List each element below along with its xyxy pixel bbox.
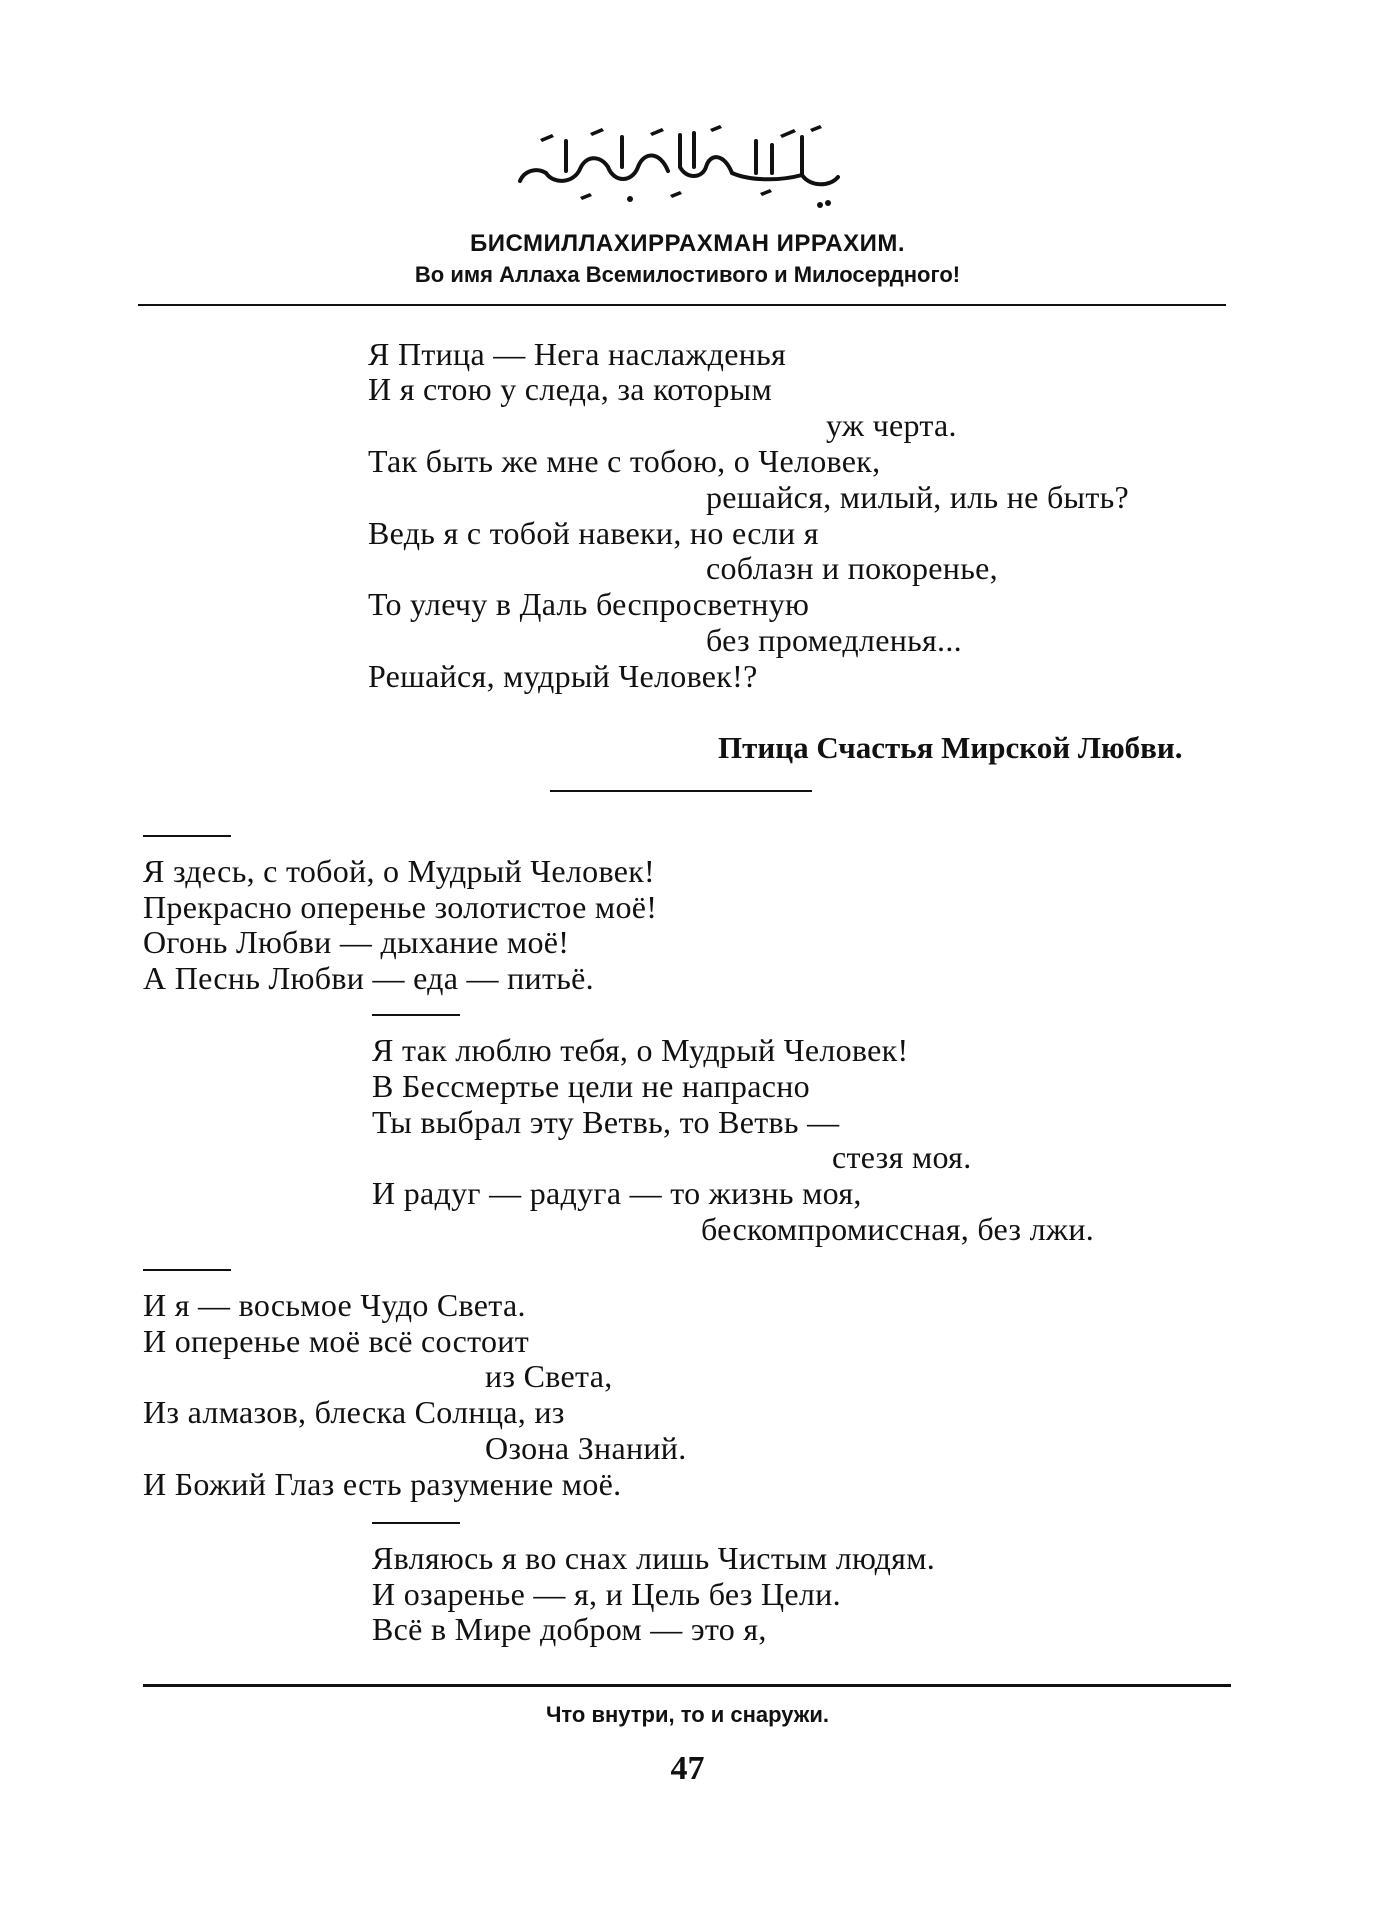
poem-line: бескомпромиссная, без лжи. [701,1211,1095,1247]
stanza-mark [143,1269,231,1271]
poem-line: Ведь я с тобой навеки, но если я [368,515,819,551]
poem-line: То улечу в Даль беспросветную [368,586,810,622]
poem-line: Я так люблю тебя, о Мудрый Человек! [372,1032,909,1068]
poem-line: Озона Знаний. [485,1430,687,1466]
header-divider [138,304,1226,306]
poem-line: Огонь Любви — дыхание моё! [143,924,570,960]
poem-line: И я — восьмое Чудо Света. [143,1287,526,1323]
page-number: 47 [670,1750,705,1787]
poem-line: Ты выбрал эту Ветвь, то Ветвь — [372,1104,840,1140]
poem-line: Прекрасно оперенье золотистое моё! [143,889,658,925]
poem-line: уж черта. [826,407,957,443]
footer-divider [143,1684,1231,1687]
poem-signature: Птица Счастья Мирской Любви. [718,730,1183,765]
poem-line: решайся, милый, иль не быть? [706,479,1130,515]
poem-line: Решайся, мудрый Человек!? [368,658,758,694]
poem-line: Так быть же мне с тобою, о Человек, [368,443,881,479]
poem-line: И Божий Глаз есть разумение моё. [143,1466,622,1502]
poem-line: Из алмазов, блеска Солнца, из [143,1394,565,1430]
bismillah-calligraphy [510,115,850,215]
poem-line: Всё в Мире добром — это я, [372,1611,767,1647]
footer-motto: Что внутри, то и снаружи. [545,1702,830,1727]
poem-line: Я здесь, с тобой, о Мудрый Человек! [143,853,655,889]
stanza-mark [372,1014,460,1016]
poem-line: стезя моя. [832,1139,972,1175]
stanza-mark [372,1522,460,1524]
poem-line: И радуг — радуга — то жизнь моя, [372,1175,862,1211]
bismillah-translation: Во имя Аллаха Всемилостивого и Милосердного! [414,262,961,287]
poem-line: В Бессмертье цели не напрасно [372,1068,810,1104]
poem-line: без промедленья... [706,622,962,658]
bismillah-transliteration: БИСМИЛЛАХИРРАХМАН ИРРАХИМ. [469,230,905,257]
poem-line: И озаренье — я, и Цель без Цели. [372,1576,841,1612]
poem-line: А Песнь Любви — еда — питьё. [143,960,594,996]
poem-line: соблазн и покоренье, [706,550,998,586]
section-divider [550,790,812,792]
poem-line: Я Птица — Нега наслажденья [368,336,787,372]
poem-line: И опеpенье моё всё состоит [143,1323,530,1359]
stanza-mark [143,835,231,837]
poem-line: из Света, [485,1358,613,1394]
poem-line: И я стою у следа, за которым [368,371,772,407]
poem-line: Являюсь я во снах лишь Чистым людям. [372,1540,936,1576]
